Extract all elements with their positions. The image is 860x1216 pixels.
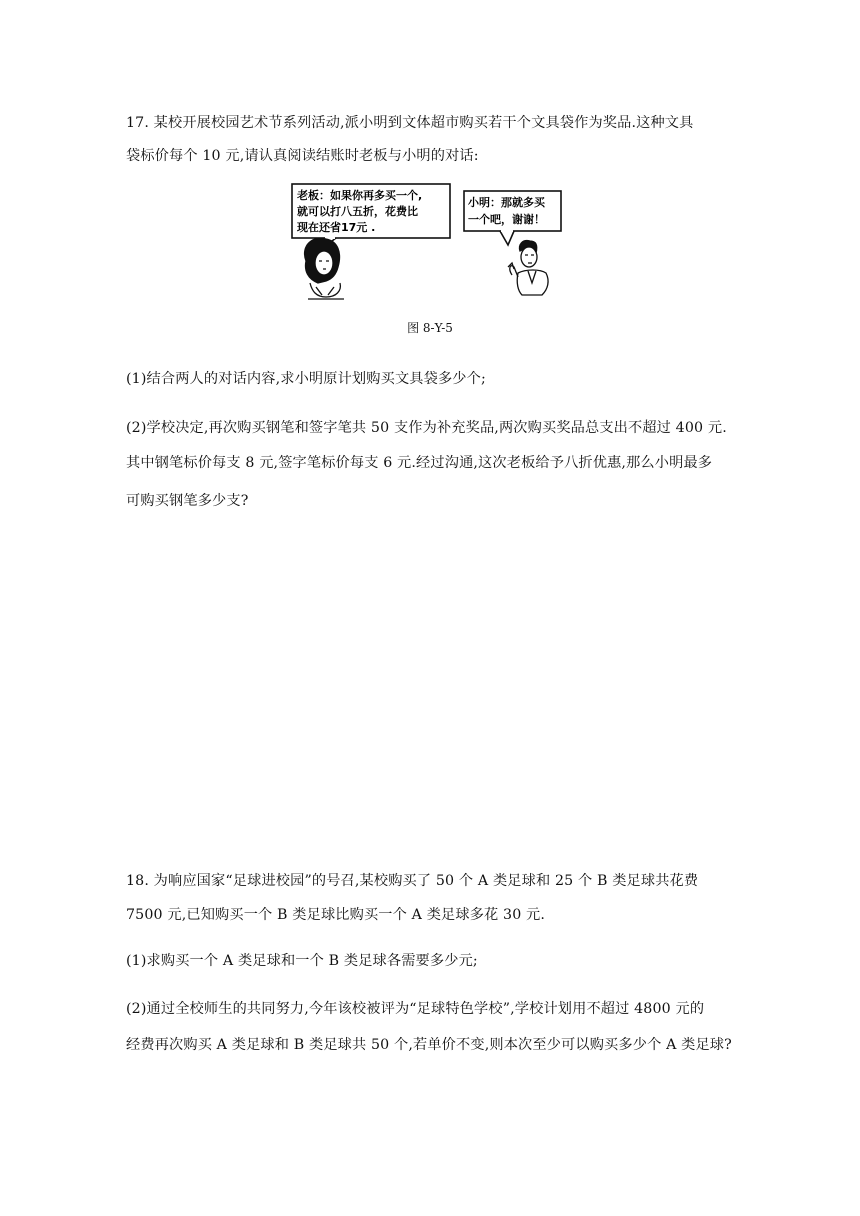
dialogue-illustration xyxy=(286,183,568,300)
q17-line-1: 17. 某校开展校园艺术节系列活动,派小明到文体超市购买若干个文具袋作为奖品.这种文具 xyxy=(126,115,694,131)
q17-part-1: (1)结合两人的对话内容,求小明原计划购买文具袋多少个; xyxy=(126,371,486,387)
boss-line-2: 就可以打八五折，花费比 xyxy=(297,205,418,218)
xiaoming-speech-bubble xyxy=(464,191,561,245)
figure-caption: 图 8-Y-5 xyxy=(407,321,453,335)
q17-part-2-line-2: 其中钢笔标价每支 8 元,签字笔标价每支 6 元.经过沟通,这次老板给予八折优惠,那么小明最多 xyxy=(126,455,713,471)
q17-line-2: 袋标价每个 10 元,请认真阅读结账时老板与小明的对话: xyxy=(126,148,479,164)
q18-part-1: (1)求购买一个 A 类足球和一个 B 类足球各需要多少元; xyxy=(126,953,478,969)
boss-line-1: 老板：如果你再多买一个, xyxy=(297,189,423,202)
q18-line-1: 18. 为响应国家“足球进校园”的号召,某校购买了 50 个 A 类足球和 25 个 B 类足球共花费 xyxy=(126,873,699,889)
q17-part-2-line-3: 可购买钢笔多少支? xyxy=(126,493,249,509)
xiaoming-line-1: 小明：那就多买 xyxy=(468,196,545,209)
q18-line-2: 7500 元,已知购买一个 B 类足球比购买一个 A 类足球多花 30 元. xyxy=(126,907,546,923)
xiaoming-figure xyxy=(508,241,548,295)
boss-figure xyxy=(305,238,344,299)
q17-part-2-line-1: (2)学校决定,再次购买钢笔和签字笔共 50 支作为补充奖品,两次购买奖品总支出不超过 400 元. xyxy=(126,420,727,436)
xiaoming-line-2: 一个吧，谢谢！ xyxy=(468,213,545,226)
q18-part-2-line-2: 经费再次购买 A 类足球和 B 类足球共 50 个,若单价不变,则本次至少可以购买多少个 A 类足球? xyxy=(126,1037,732,1053)
q18-part-2-line-1: (2)通过全校师生的共同努力,今年该校被评为“足球特色学校”,学校计划用不超过 4800 元的 xyxy=(126,1001,705,1017)
boss-line-3: 现在还省17元 . xyxy=(297,221,376,234)
